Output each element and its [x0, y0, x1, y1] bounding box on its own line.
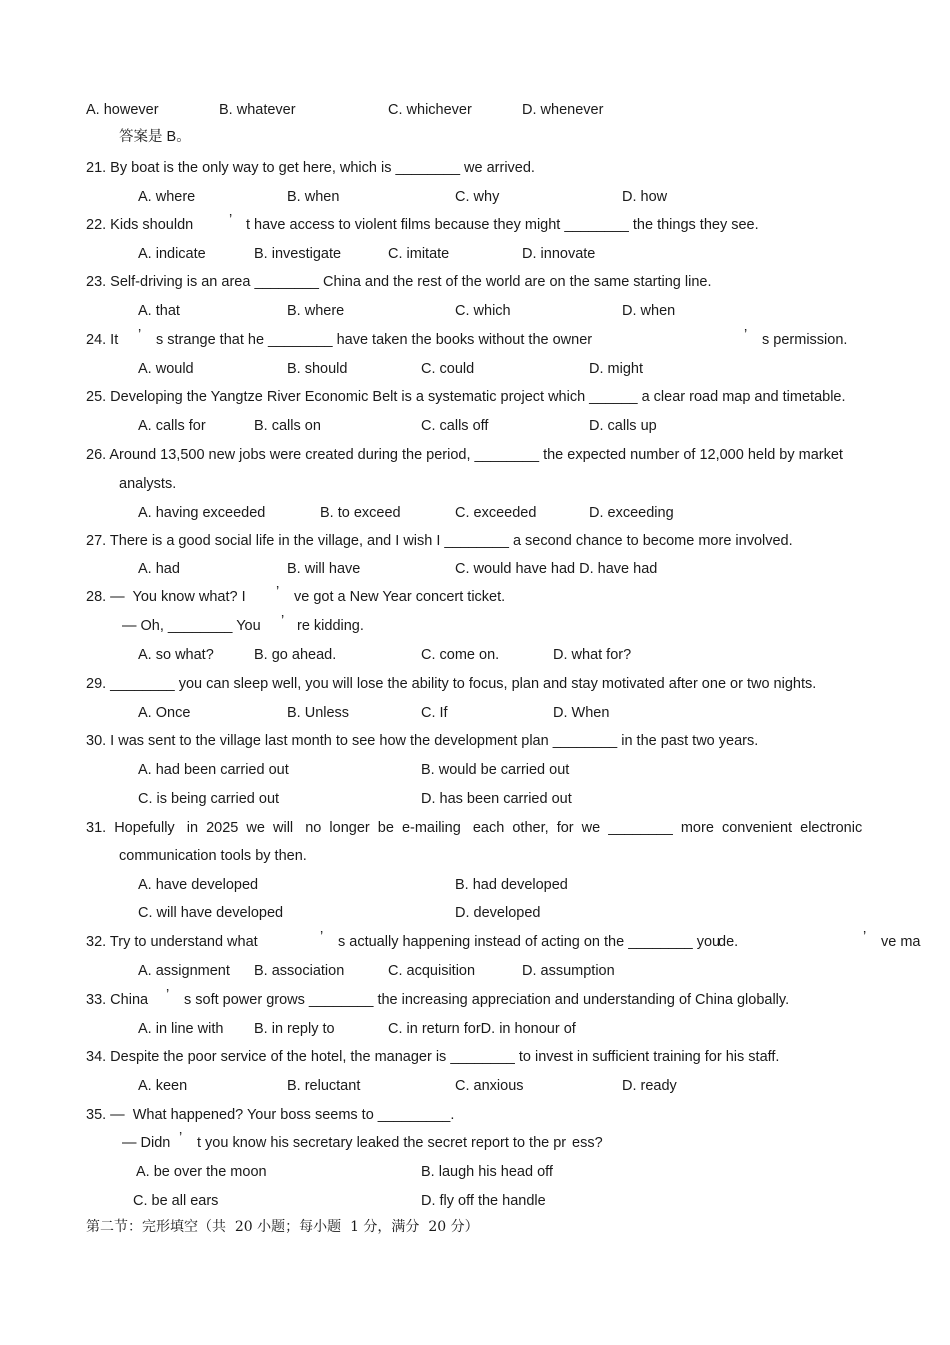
- question-31-stem-cont: communication tools by then.: [119, 848, 307, 864]
- question-28-line1-cont: ve got a New Year concert ticket.: [294, 589, 506, 605]
- option-b: B. in reply to: [254, 1021, 335, 1037]
- apostrophe: ’: [179, 1130, 183, 1146]
- apostrophe: ’: [229, 212, 233, 228]
- option-c: C. is being carried out: [138, 791, 280, 807]
- option-c: C. why: [455, 189, 500, 205]
- option-c: C. come on.: [421, 647, 500, 663]
- question-23-stem: 23. Self-driving is an area ________ China and the rest of the world are on the same starting line.: [86, 274, 712, 290]
- option-b: B. go ahead.: [254, 647, 337, 663]
- apostrophe: ’: [281, 613, 285, 629]
- question-33-stem-cont: s soft power grows ________ the increasing appreciation and understanding of China globally.: [184, 992, 790, 1008]
- option-d: D. might: [589, 361, 643, 377]
- question-31-stem: 31. Hopefully in 2025 we will no longer be e-mailing each other, for we ________ more convenient electronic: [86, 820, 863, 836]
- question-26-stem-cont: analysts.: [119, 476, 177, 492]
- option-d: D. fly off the handle: [421, 1193, 546, 1209]
- option-a: A. so what?: [138, 647, 214, 663]
- option-d: D. ready: [622, 1078, 677, 1094]
- option-b: B. should: [287, 361, 348, 377]
- question-25-stem: 25. Developing the Yangtze River Economic Belt is a systematic project which ______ a clear road map and timetable.: [86, 389, 846, 405]
- option-a: A. had: [138, 561, 180, 577]
- option-d: D. how: [622, 189, 668, 205]
- question-32-stem: 32. Try to understand what: [86, 934, 258, 950]
- option-b: B. to exceed: [320, 505, 401, 521]
- option-d: D. what for?: [553, 647, 632, 663]
- option-c: C. imitate: [388, 246, 450, 262]
- question-24-stem-end: s permission.: [762, 332, 848, 348]
- option-d: D. exceeding: [589, 505, 674, 521]
- question-22-stem-cont: t have access to violent films because they might ________ the things they see.: [246, 217, 759, 233]
- apostrophe: ’: [138, 327, 142, 343]
- option-c: C. could: [421, 361, 475, 377]
- option-b: B. Unless: [287, 705, 350, 721]
- apostrophe: ’: [166, 987, 170, 1003]
- question-28-line2-cont: re kidding.: [297, 618, 364, 634]
- option-b: B. whatever: [219, 102, 296, 118]
- option-b: B. association: [254, 963, 345, 979]
- option-b: B. will have: [287, 561, 361, 577]
- question-30-stem: 30. I was sent to the village last month to see how the development plan ________ in the past two years.: [86, 733, 759, 749]
- option-b: B. laugh his head off: [421, 1164, 553, 1180]
- option-a: A. had been carried out: [138, 762, 289, 778]
- apostrophe: ’: [320, 929, 324, 945]
- option-d: D. calls up: [589, 418, 657, 434]
- question-33-stem: 33. China: [86, 992, 149, 1008]
- question-35-overlap: ess?: [572, 1135, 603, 1151]
- option-d: D. assumption: [522, 963, 615, 979]
- question-28-line1: 28. — You know what? I: [86, 589, 246, 605]
- option-a: A. indicate: [138, 246, 206, 262]
- option-b: B. calls on: [254, 418, 321, 434]
- option-a: A. having exceeded: [138, 505, 266, 521]
- option-a: A. where: [138, 189, 196, 205]
- option-a: A. be over the moon: [136, 1164, 267, 1180]
- option-c: C. acquisition: [388, 963, 476, 979]
- apostrophe: ’: [863, 929, 867, 945]
- question-26-stem: 26. Around 13,500 new jobs were created during the period, ________ the expected number of 12,000 held by market: [86, 447, 843, 463]
- option-d: D. has been carried out: [421, 791, 572, 807]
- question-21-stem: 21. By boat is the only way to get here, which is ________ we arrived.: [86, 160, 535, 176]
- option-a: A. Once: [138, 705, 191, 721]
- option-b: B. investigate: [254, 246, 342, 262]
- question-32-stem-cont: s actually happening instead of acting on the ________ you: [338, 934, 721, 950]
- question-35-line2: — Didn: [122, 1135, 171, 1151]
- question-28-line2: — Oh, ________ You: [122, 618, 261, 634]
- option-c: C. whichever: [388, 102, 472, 118]
- option-c-d: C. would have had D. have had: [455, 561, 658, 577]
- option-a: A. that: [138, 303, 180, 319]
- option-a: A. would: [138, 361, 194, 377]
- option-c-d: C. in return forD. in honour of: [388, 1021, 576, 1037]
- question-35-line1: 35. — What happened? Your boss seems to _________.: [86, 1107, 455, 1123]
- option-c: C. be all ears: [133, 1193, 219, 1209]
- option-a: A. assignment: [138, 963, 230, 979]
- question-22-stem: 22. Kids shouldn: [86, 217, 194, 233]
- option-b: B. had developed: [455, 877, 568, 893]
- apostrophe: ’: [276, 584, 280, 600]
- option-d: D. whenever: [522, 102, 604, 118]
- option-c: C. which: [455, 303, 511, 319]
- question-35-line2-cont: t you know his secretary leaked the secret report to the pr: [197, 1135, 567, 1151]
- option-a: A. keen: [138, 1078, 188, 1094]
- apostrophe: ’: [744, 327, 748, 343]
- option-c: C. If: [421, 705, 448, 721]
- option-b: B. when: [287, 189, 340, 205]
- option-c: C. will have developed: [138, 905, 284, 921]
- option-d: D. when: [622, 303, 676, 319]
- question-27-stem: 27. There is a good social life in the village, and I wish I ________ a second chance to become more involved.: [86, 533, 793, 549]
- question-34-stem: 34. Despite the poor service of the hotel, the manager is ________ to invest in sufficient training for his staff.: [86, 1049, 780, 1065]
- option-d: D. developed: [455, 905, 541, 921]
- option-c: C. anxious: [455, 1078, 524, 1094]
- option-b: B. would be carried out: [421, 762, 570, 778]
- question-32-stem-end: ve ma: [881, 934, 921, 950]
- question-24-stem-cont: s strange that he ________ have taken the books without the owner: [156, 332, 593, 348]
- question-32-overlap: de.: [718, 934, 739, 950]
- question-24-stem: 24. It: [86, 332, 119, 348]
- option-c: C. calls off: [421, 418, 489, 434]
- option-a: A. calls for: [138, 418, 206, 434]
- question-29-stem: 29. ________ you can sleep well, you will lose the ability to focus, plan and stay motivated after one or two nights.: [86, 676, 817, 692]
- option-c: C. exceeded: [455, 505, 537, 521]
- answer-note: 答案是 B。: [119, 129, 191, 145]
- option-b: B. where: [287, 303, 345, 319]
- option-d: D. innovate: [522, 246, 596, 262]
- option-a: A. however: [86, 102, 159, 118]
- option-d: D. When: [553, 705, 610, 721]
- option-a: A. in line with: [138, 1021, 224, 1037]
- option-b: B. reluctant: [287, 1078, 361, 1094]
- section-heading: 第二节：完形填空（共 20 小题；每小题 1 分，满分 20 分）: [86, 1219, 479, 1235]
- option-a: A. have developed: [138, 877, 259, 893]
